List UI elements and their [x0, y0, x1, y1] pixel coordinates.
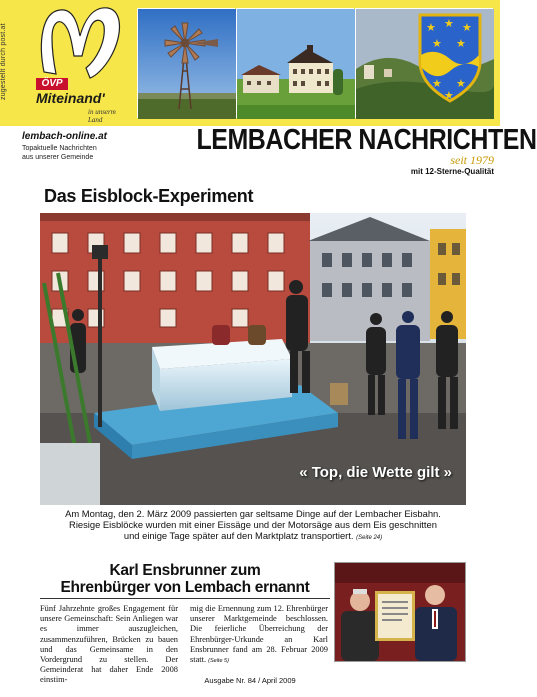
photo-quote: « Top, die Wette gilt »: [299, 464, 452, 481]
svg-text:★: ★: [456, 37, 466, 50]
svg-text:★: ★: [432, 77, 442, 90]
windmill-photo: [137, 8, 235, 118]
article-headline-line-1: Karl Ensbrunner zum: [109, 562, 261, 579]
svg-text:★: ★: [432, 37, 442, 50]
svg-text:★: ★: [426, 21, 436, 34]
svg-text:★: ★: [444, 17, 454, 30]
logo-tagline: Miteinand': [36, 90, 105, 106]
caption-line-2: Riesige Eisblöcke wurden mit einer Eissäge und der Motorsäge aus dem Eis geschnitten: [69, 519, 437, 530]
lead-caption: [40, 508, 466, 544]
coat-of-arms-photo: [355, 8, 493, 118]
heart-m-logo-icon: [34, 2, 126, 82]
caption-line-3: [40, 530, 466, 544]
since-label: seit 1979: [450, 153, 494, 167]
caption-line-1: Am Montag, den 2. März 2009 passierten gar seltsame Dinge auf der Lembacher Eisbahn.: [65, 508, 441, 519]
masthead-title: LEMBACHER NACHRICHTEN: [196, 124, 537, 156]
lead-headline: Das Eisblock-Experiment: [44, 186, 254, 206]
website-link[interactable]: lembach-online.at: [22, 131, 108, 142]
ice-block-photo: [40, 213, 466, 505]
article-page-ref: (Seite 5): [208, 658, 229, 665]
logo-subline: in unserm Land: [88, 108, 116, 124]
website-tagline-line-1: Topaktuelle Nachrichten: [22, 145, 97, 152]
party-logo: [30, 8, 130, 124]
svg-text:★: ★: [456, 77, 466, 90]
article-column-2: [190, 604, 328, 666]
honorary-citizen-photo: [334, 562, 466, 662]
manor-photo: [236, 8, 354, 118]
website-tagline-line-2: aus unserer Gemeinde: [22, 154, 94, 161]
caption-line-3-text: und einige Tage später auf den Marktplatz transportiert.: [123, 530, 354, 541]
website-tagline: [22, 144, 97, 162]
postal-note: zugestellt durch post.at: [0, 23, 7, 101]
svg-text:★: ★: [444, 89, 454, 102]
svg-text:★: ★: [462, 21, 472, 34]
caption-page-ref: (Seite 24): [356, 535, 383, 541]
headline-divider: [40, 598, 330, 599]
article-column-1: Fünf Jahrzehnte großes Engagement für unsere Gemeinschaft: Sein Anliegen war es immer auszugleichen, zusammenzuführen, Brücken zu bauen und das Gemeinsame in den Vordergrund zu stellen. Der Gemeinderat hat daher Ende 2008 einstim-: [40, 604, 178, 685]
quality-label: mit 12-Sterne-Qualität: [410, 167, 494, 176]
article-headline-line-2: Ehrenbürger von Lembach ernannt: [60, 579, 310, 596]
party-badge: ÖVP: [36, 78, 68, 90]
article-headline: [40, 562, 330, 596]
article-column-2-text: mig die Ernennung zum 12. Ehrenbürger unserer Marktgemeinde beschlossen. Die feierliche Überreichung der Ehrenbürger-Urkunde an Karl Ensbrunner fand am 28. Februar 2009 statt.: [190, 604, 328, 665]
issue-footer: Ausgabe Nr. 84 / April 2009: [204, 676, 296, 685]
